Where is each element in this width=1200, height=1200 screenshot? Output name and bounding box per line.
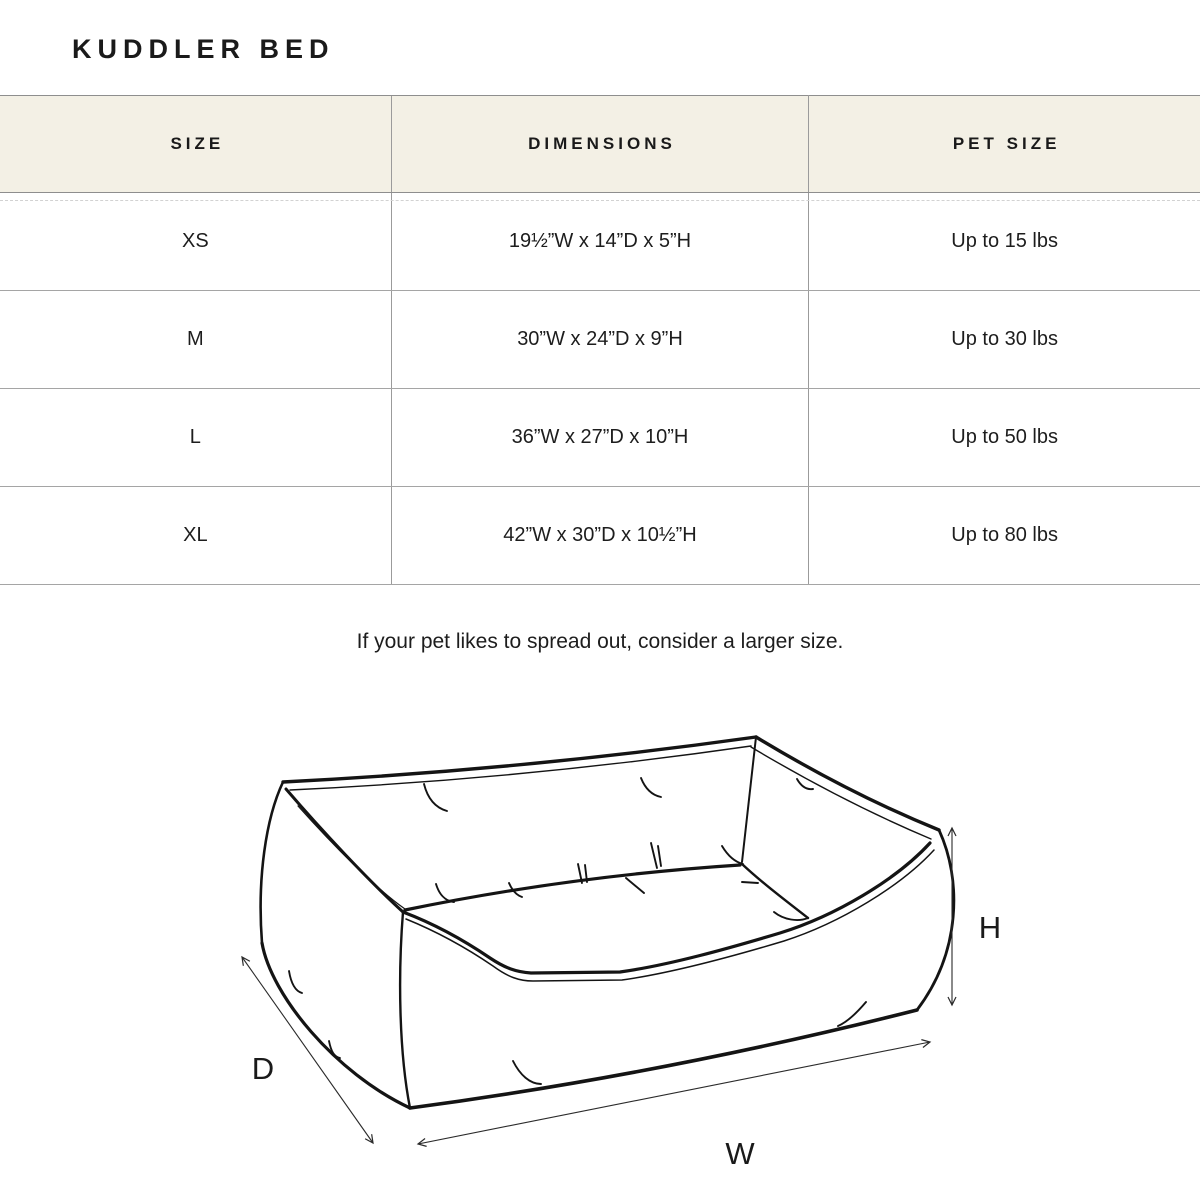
size-cell: XS [0,193,391,291]
column-header-dimensions: DIMENSIONS [391,96,809,193]
back-rim-outer-line [283,737,756,782]
table-row-xl [0,487,1200,585]
header-row [0,96,1200,193]
right-rim-outer-line [756,737,939,830]
table-row-l [0,389,1200,487]
depth-dimension-arrow [242,957,373,1143]
pet-size-cell: Up to 50 lbs [809,389,1200,487]
size-cell: XL [0,487,391,585]
front-left-edge-line [400,912,410,1108]
size-cell: L [0,389,391,487]
back-right-fold-line [742,737,756,862]
dimensions-cell: 19½”W x 14”D x 5”H [391,193,809,291]
dimensions-cell: 36”W x 27”D x 10”H [391,389,809,487]
size-chart-table [0,95,1200,585]
tuft-marks [289,778,866,1084]
page-title: KUDDLER BED [72,34,335,64]
table-row-m [0,291,1200,389]
width-dimension-arrow [418,1042,930,1144]
header-divider-dashed-line [0,200,1200,201]
bed-sketch-illustration [261,737,954,1108]
depth-label: D [251,1051,275,1086]
right-rim-inner-line [751,747,931,839]
width-label: W [725,1136,755,1171]
front-rim-outer-line [403,843,930,973]
pet-size-cell: Up to 15 lbs [809,193,1200,291]
size-cell: M [0,291,391,389]
height-label: H [978,910,1002,945]
left-wall-lower-line [262,943,410,1108]
pet-size-cell: Up to 30 lbs [809,291,1200,389]
right-inner-crease-line [742,864,808,918]
column-header-pet-size: PET SIZE [809,96,1200,193]
table-row-xs [0,193,1200,291]
right-wall-line [917,830,954,1010]
sizing-note: If your pet likes to spread out, consider a larger size. [356,630,844,653]
dimensions-cell: 42”W x 30”D x 10½”H [391,487,809,585]
seat-back-edge-line [405,865,740,910]
left-wall-upper-line [261,782,283,943]
bed-dimension-diagram [200,690,1020,1200]
dimensions-cell: 30”W x 24”D x 9”H [391,291,809,389]
column-header-size: SIZE [0,96,391,193]
back-rim-inner-line [290,746,751,790]
pet-size-cell: Up to 80 lbs [809,487,1200,585]
